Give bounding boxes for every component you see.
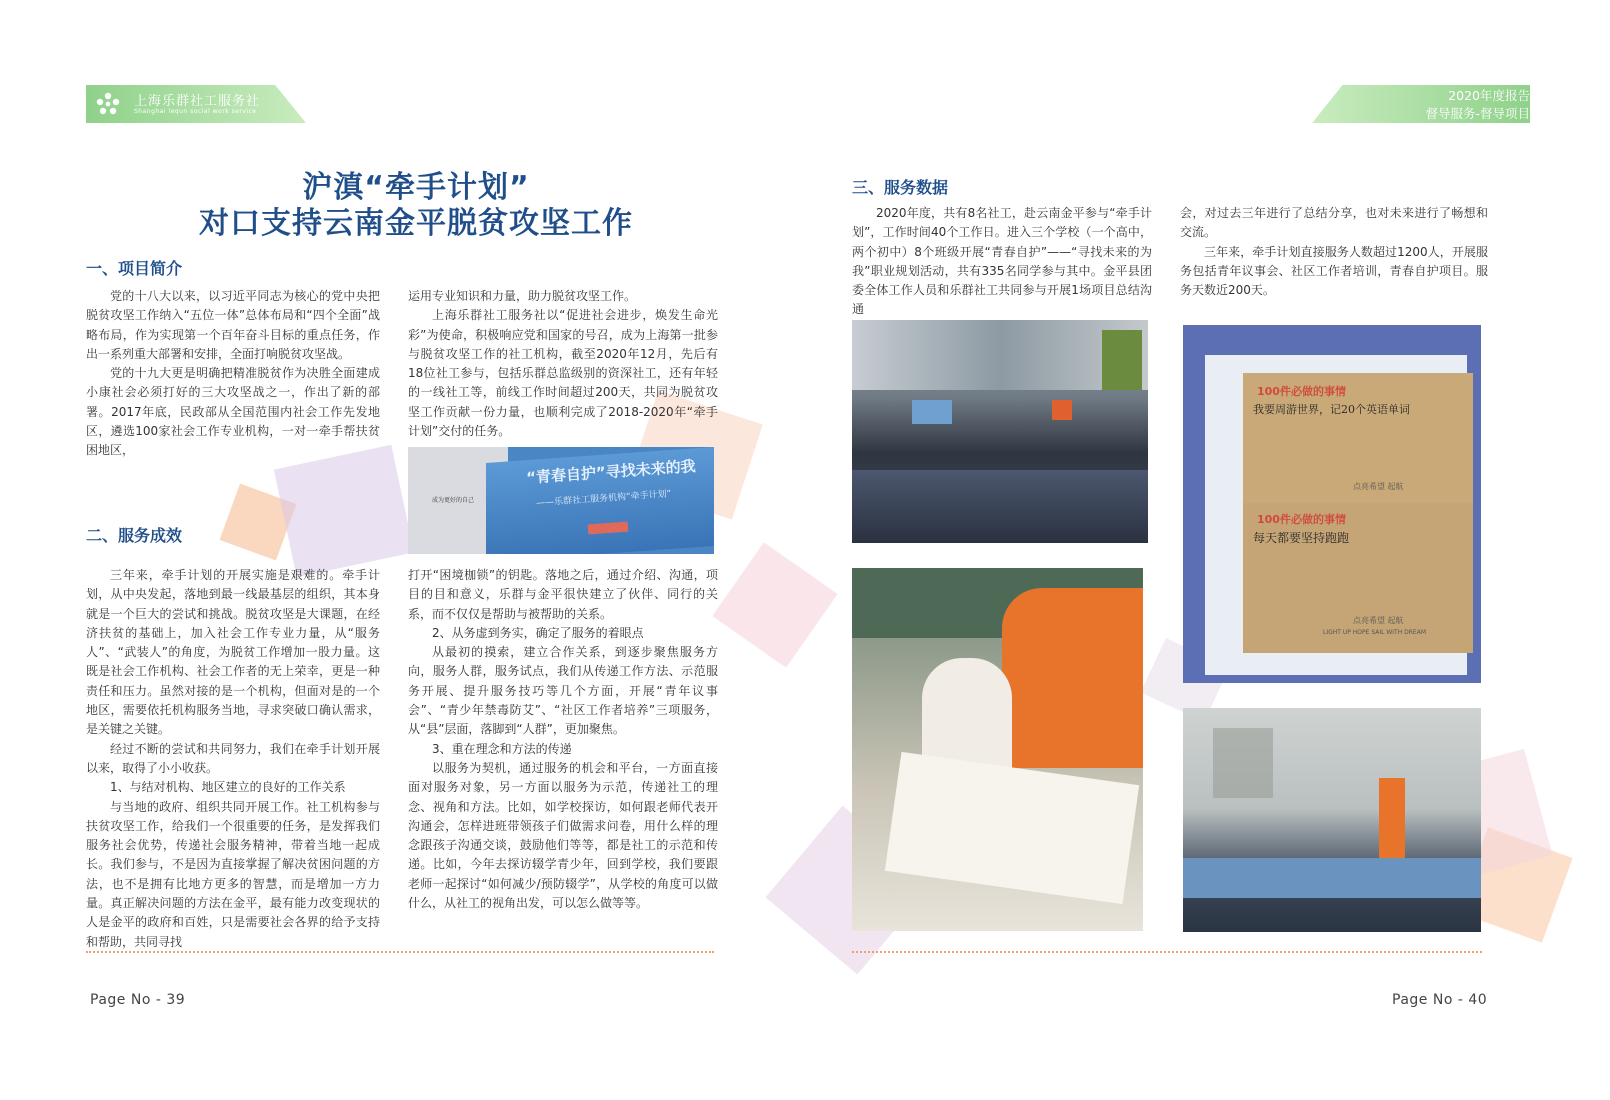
dotted-divider <box>86 951 714 953</box>
desk-row <box>1183 858 1481 898</box>
report-year: 2020年度报告 <box>1448 88 1530 103</box>
paragraph: 以服务为契机，通过服务的机会和平台，一方面直接面对服务对象，另一方面以服务为示范，传递社工的理念、视角和方法。比如，如学校探访，如何跟老师代表开沟通会，怎样进班带领孩子们做需求问卷，用什么样的理念跟孩子沟通交谈，鼓励他们等等，都是社工的示范和传递。比如，今年去探访辍学青少年，回到学校，我们要跟老师一起探讨“如何减少/预防辍学”，从学校的角度可以做什么，从社工的视角出发，可以怎么做等等。 <box>408 760 718 911</box>
paragraph: 3、重在理念和方法的传递 <box>432 741 572 756</box>
dotted-divider <box>852 951 1482 953</box>
results-column-1 <box>86 566 380 952</box>
orange-shirt <box>1052 400 1072 420</box>
classroom-presentation-photo <box>1183 708 1481 932</box>
screen-text: 成为更好的自己 <box>431 497 474 504</box>
paragraph: 与当地的政府、组织共同开展工作。社工机构参与扶贫攻坚工作，给我们一个很重要的任务，是发挥我们服务社会优势，传递社会服务精神，带着当地一起成长。我们参与，不是因为直接掌握了解决贫困问题的方法，也不是拥有比地方更多的智慧，而是增加一方力量。真正解决问题的方法在金平，最有能力改变现状的人是金平的政府和百姓，只是需要社会各界的给予支持和帮助，共同寻找 <box>86 799 380 949</box>
volunteer-orange-jacket <box>1002 588 1143 768</box>
section-heading-data: 三、服务数据 <box>852 178 949 197</box>
org-name: 上海乐群社工服务社 <box>134 94 261 109</box>
org-name-en: Shanghai lequn social work service <box>134 108 257 115</box>
paragraph: 三年来，牵手计划直接服务人数超过1200人，开展服务包括青年议事会、社区工作者培训，青春自护项目。服务天数近200天。 <box>1180 244 1488 298</box>
section-heading-results: 二、服务成效 <box>86 526 183 545</box>
decor-shape <box>712 542 837 667</box>
wall-drawing <box>1213 728 1273 798</box>
paragraph: 经过不断的尝试和共同努力，我们在牵手计划开展以来，取得了小小收获。 <box>86 741 380 775</box>
card-handwriting: 每天都要坚持跑跑 <box>1253 531 1350 545</box>
decor-shape <box>274 445 414 578</box>
worksheet <box>885 752 1139 904</box>
page-number-right: Page No - 40 <box>1392 992 1488 1008</box>
article-title-line1: 沪滇“牵手计划” <box>302 170 530 205</box>
paragraph: 2、从务虚到务实，确定了服务的着眼点 <box>432 625 644 640</box>
card-header: 100件必做的事情 <box>1257 513 1346 526</box>
results-column-2 <box>408 566 718 913</box>
held-flag <box>912 400 952 424</box>
card-logo: 点亮希望 起航 <box>1353 616 1404 625</box>
wish-card-1 <box>1243 373 1473 513</box>
wish-card-2 <box>1243 503 1473 653</box>
page-number-left: Page No - 39 <box>90 992 186 1008</box>
card-logo: 点亮希望 起航 <box>1353 482 1404 491</box>
students-front <box>852 470 1148 543</box>
banner-subtext: ——乐群社工服务机构“牵手计划” <box>535 489 672 509</box>
article-title-line2: 对口支持云南金平脱贫攻坚工作 <box>199 206 633 241</box>
tutoring-photo <box>852 568 1143 931</box>
paragraph: 运用专业知识和力量，助力脱贫攻坚工作。 <box>408 289 637 303</box>
intro-column-1 <box>86 287 380 461</box>
paragraph: 会，对过去三年进行了总结分享，也对未来进行了畅想和交流。 <box>1180 206 1488 240</box>
banner-photo <box>408 447 714 554</box>
paragraph: 党的十八大以来，以习近平同志为核心的党中央把脱贫攻坚工作纳入“五位一体”总体布局和“四个全面”战略布局，作为实现第一个百年奋斗目标的重点任务，作出一系列重大部署和安排，全面打响脱贫攻坚战。 <box>86 289 380 361</box>
intro-column-2 <box>408 287 718 441</box>
paragraph: 从最初的摸索，建立合作关系，到逐步聚焦服务方向，服务人群，服务试点，我们从传递工作方法、示范服务开展、提升服务技巧等几个方面，开展“青年议事会”、“青少年禁毒防艾”、“社区工作者培养”三项服务，从“县”层面，落脚到“人群”，更加聚焦。 <box>408 645 718 737</box>
paragraph: 党的十九大更是明确把精准脱贫作为决胜全面建成小康社会必须打好的三大攻坚战之一，作出了新的部署。2017年底，民政部从全国范围内社会工作先发地区，遴选100家社会工作专业机构，一对一牵手帮扶贫困地区， <box>86 366 380 458</box>
window-plant <box>1102 330 1142 390</box>
banner-text: “青春自护”寻找未来的我 <box>525 457 697 487</box>
wish-cards-photo <box>1183 325 1481 683</box>
data-column-2 <box>1180 204 1488 300</box>
paragraph: 打开“困境枷锁”的钥匙。落地之后，通过介绍、沟通，项目的目和意义，乐群与金平很快建立了伙伴、同行的关系，而不仅仅是帮助与被帮助的关系。 <box>408 568 718 621</box>
card-logo-en: LIGHT UP HOPE SAIL WITH DREAM <box>1323 629 1427 636</box>
report-section: 督导服务-督导项目 <box>1425 106 1530 121</box>
card-header: 100件必做的事情 <box>1257 385 1346 398</box>
classroom-group-photo <box>852 320 1148 543</box>
card-handwriting: 我要周游世界，记20个英语单词 <box>1253 403 1410 416</box>
student <box>922 658 1012 768</box>
paragraph: 上海乐群社工服务社以“促进社会进步，焕发生命光彩”为使命，积极响应党和国家的号召，成为上海第一批参与脱贫攻坚工作的社工机构，截至2020年12月，先后有18位社工参与，包括乐群总监级别的资深社工，还有年轻的一线社工等，前线工作时间超过200天，共同为脱贫攻坚工作贡献一份力量，也顺利完成了2018-2020年“牵手计划”交付的任务。 <box>408 308 718 439</box>
data-column-1 <box>852 204 1152 320</box>
org-logo-icon <box>94 90 122 118</box>
paragraph: 1、与结对机构、地区建立的良好的工作关系 <box>110 780 346 795</box>
paragraph: 2020年度，共有8名社工，赴云南金平参与“牵手计划”，工作时间40个工作日。进入三个学校（一个高中，两个初中）8个班级开展“青春自护”——“寻找未来的为我”职业规划活动，共有335名同学参与其中。金平县团委全体工作人员和乐群社工共同参与开展1场项目总结沟通 <box>852 206 1152 317</box>
paragraph: 三年来，牵手计划的开展实施是艰难的。牵手计划，从中央发起，落地到最一线最基层的组织，其本身就是一个巨大的尝试和挑战。脱贫攻坚是大课题，在经济扶贫的基础上，加入社会工作专业力量，从“服务人”、“武装人”的角度，为脱贫工作增加一股力量。这既是社会工作机构、社会工作者的无上荣幸，更是一种责任和压力。虽然对接的是一个机构，但面对是的一个地区，需要依托机构服务当地，寻求突破口确认需求，是关键之关键。 <box>86 568 380 737</box>
section-heading-intro: 一、项目简介 <box>86 259 183 278</box>
